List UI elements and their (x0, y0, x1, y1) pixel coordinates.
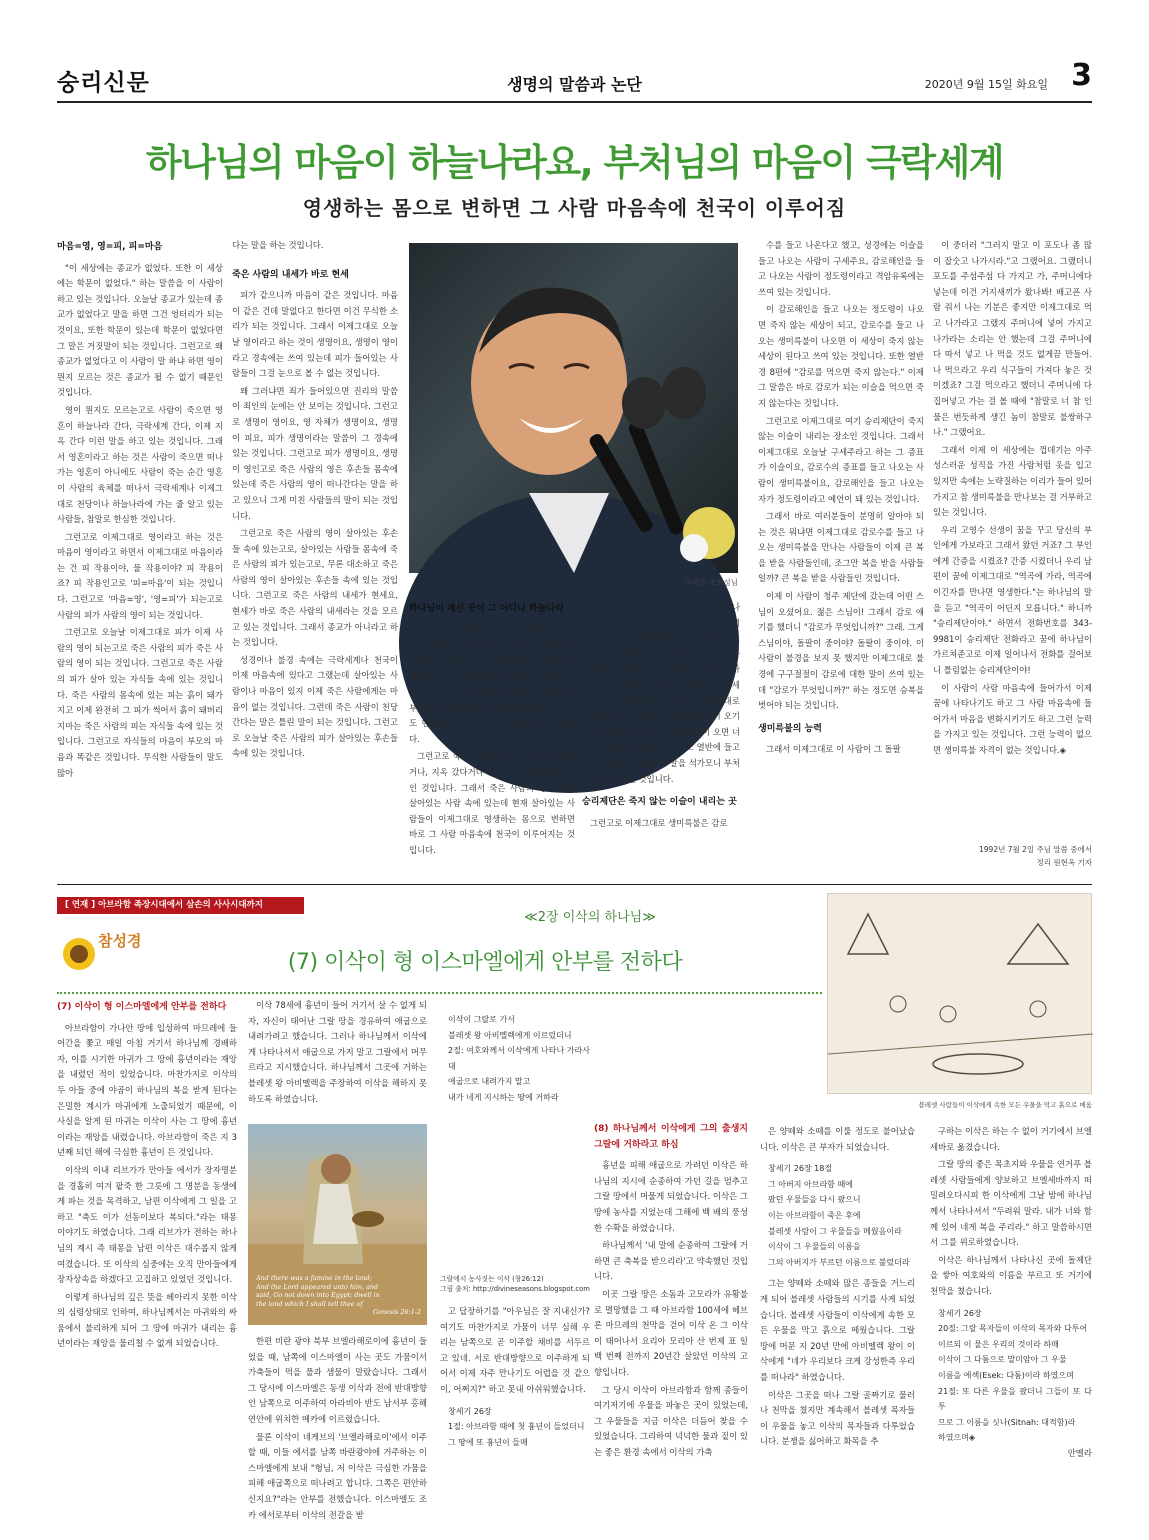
verse-line: 내가 네게 지시하는 땅에 거하라 (448, 1092, 559, 1102)
masthead-rule (57, 101, 1092, 103)
serial-column-6 (930, 1124, 1092, 1474)
paragraph: 이삭의 이내 리브가가 만아들 에서가 장자명분을 경홀히 여겨 팥죽 한 그릇에 그 명분을 동생에게 파는 것을 목격하고, 남편 이삭에게 그 일을 고하고 "축도 이가 선동이보다 복되다."라는 태몽 이야기도 하였습니다. 그래 리브가가 전하는 하나님의 계시 즉 태몽을 남편 이삭은 대수롭지 않게 여겼습니다. 또 이삭의 심중에는 오직 만아들에게 장자상속을 하겠다고 고집하고 있었던 것입니다. (57, 1164, 237, 1285)
article-column-4 (582, 600, 740, 870)
column-heading: (8) 하나님께서 이삭에게 그의 출생지 그랄에 거하라고 하심 (594, 1124, 748, 1150)
verse-line: 그 땅에 또 흉년이 들매 (448, 1437, 528, 1447)
etching-caption: 블레셋 사람들이 이삭에게 속한 모든 우물을 막고 흙으로 메움 (918, 1101, 1092, 1109)
verse-heading: 창세기 26장 (938, 1308, 982, 1318)
painting-isaac-farming (248, 1124, 427, 1325)
series-title: 참성경 (98, 932, 142, 950)
article-column-3 (409, 600, 575, 870)
painting-line: And the Lord appeared unto him, and (256, 1282, 379, 1291)
verse-line: 이삭이 그랄로 가서 (448, 1015, 515, 1024)
paragraph: 왜 그러냐면 죄가 들어있으면 진리의 말씀이 죄인의 눈에는 안 보이는 것입니다. 그런고로 생명이 영이요, 영 자체가 생명이요, 생명이 피요, 피가 생명이라는 말씀이 그 경속에 있는 것입니다. 그런고로 피가 생명이요, 생명이 영인고로 죽은 사람의 영은 후손들 몸속에 있는데 죽은 사람의 영이 떠나간다는 말을 하고 있으니 그게 미친 사람들의 말이 되는 것입니다. (232, 385, 398, 521)
article-column-6 (933, 238, 1092, 838)
section-title: 생명의 말씀과 논단 (507, 75, 642, 94)
caption-source: 그림 출처: http://divineseasons.blogspot.com (440, 1285, 590, 1293)
serial-column-5 (760, 1124, 915, 1474)
paragraph: 그랄 땅의 좋은 목초지와 우물을 연거푸 블레셋 사람들에게 양보하고 브엘세바까지 떠밀려오다시피 한 이삭에게 그날 밤에 하나님께서 나타나셔서 "두려워 말라. 내가 너와 함께 있어 네게 복을 주리라." 하고 말씀하시면서 그를 위로하였습니다. (930, 1159, 1092, 1248)
paragraph: 아브라함이 가나안 땅에 입성하여 마므레에 들어간을 쫓고 매일 아침 거기서 하나님께 경배하자, 이를 시기한 마귀가 그 땅에 흉년이라는 재앙을 내렸던 적이 있었습니다. 마찬가지로 이삭의 두 아들 중에 야곱이 하나님의 복을 받게 된다는 은밀한 계시가 마귀에게 노출되었기 때문에, 이 사실을 알게 된 마귀는 이삭이 사는 그 땅에 흉년이라는 재앙을 내렸습니다. 아브라함이 죽은 지 3년째 되던 해에 극심한 흉년이 든 것입니다. (57, 1022, 237, 1158)
paragraph: 그런고로 이제그대로 생미륵불은 감로 (590, 817, 728, 828)
paragraph: "이 세상에는 종교가 없었다. 또한 이 세상에는 학문이 없었다." 하는 말씀을 이 사람이 하고 있는 것입니다. 오늘날 종교가 있는데 종교가 없었다고 말을 하면 그건 엉터리가 되는 것이요, 또한 학문이 있는데 학문이 없었다면 그 말은 거짓말이 되는 것입니다. 그런고로 왜 종교가 없었다고 이 사람이 말 하냐 하면 영이 뭔지 모르는 것은 종교가 될 수 없기 때문인 것입니다. (57, 262, 223, 398)
serial-column-3-bottom (440, 1304, 590, 1474)
paragraph: 그런고로 오늘날 이제그대로 피가 이제 사람의 영이 되는고로 죽은 사람의 피가 죽은 사람의 영이 되는 것입니다. 그런고로 죽은 사람의 피가 살아 있는 자식들 속에 있는 것입니다. 죽은 사람의 몸속에 있는 피는 흙이 돼가지고 이제 완전히 그 피가 썩어서 흙이 돼버리지마는 죽은 사람의 피는 자식들 속에 있는 것입니다. 그런고로 자식들의 마음이 부모의 마음과 똑같은 것입니다. 무식한 사람들이 말도 많아 (57, 627, 223, 778)
paragraph: 그런고로 이제그대로 영이라고 하는 것은 마음이 영이라고 하면서 이제그대로 마음이라는 건 피 작용이야, 물 작용이야? 피 작용이죠? 피 작용인고로 '피=마음'이 되는 것입니다. 그런고로 '마음=영', '영=피'가 되는고로 사람의 피가 사람의 영이 되는 것입니다. (57, 531, 223, 620)
paragraph: "하나님이 계신 곳이 그 어디나 하늘나라" "부처님이 계신 곳이 그 어디나 극락세계" 그런고로 극락세계가 바로 부처님이 있는 곳이 극락세계요, 하나님이 계신 곳이 하늘나라인 것입니다. 그런고로 하나님의 마음이 하늘나라요, 부처님의 마음이 극락세계가 되는 것입니다. 그런고로 이제그대로 부처님이 되는 석가모니가 생미륵불이 오기를 기다렸던 것입니다. "생미륵불이 오면 너도 그 생미륵불 한테 가야 나도 열반에 들고 너도 도통할 수 있다"는 말을 석가모니 부처님이 말을 했던 것입니다. (582, 602, 740, 784)
subheadline: 영생하는 몸으로 변하면 그 사람 마음속에 천국이 이루어짐 (302, 196, 847, 220)
article-byline (933, 843, 1092, 869)
headline: 하나님의 마음이 하늘나라요, 부처님의 마음이 극락세계 (145, 141, 1004, 184)
verse-line: 팠던 우물들을 다시 팠으니 (768, 1195, 861, 1205)
paragraph: 이삭 78세에 흉년이 들어 거기서 살 수 없게 되자, 자신이 태어난 그랄 땅을 경유하여 애굽으로 내려가려고 했습니다. 그러나 하나님께서 이삭에게 나타나셔서 애굽으로 가지 말고 그랄에서 머무르라고 지시했습니다. 하나님께서 그곳에 거하는 블레셋 왕 아비멜렉을 주장하여 이삭을 해하지 못하도록 하였습니다. (248, 1000, 427, 1104)
paragraph: 그래서 이제 이 세상에는 껍데기는 아주 성스러운 성직을 가진 사람처럼 옷을 입고 있지만 속에는 노략질하는 이리가 들어 있어가지고 참 생미륵불을 만나보는 걸 거부하고 있는 것입니다. (933, 444, 1092, 518)
paragraph: 하나님께서 '내 말에 순종하여 그랄에 거하면 큰 축복을 받으리라'고 약속했던 것입니다. (594, 1240, 748, 1282)
paragraph: 피가 같으니까 마음이 같은 것입니다. 마음이 같은 건데 말없다고 한다면 이건 무식한 소리가 되는 것입니다. 그래서 이제그대로 오늘날 영이라고 하는 것이 생명이요, 생명이 영이라고 경속에는 쓰여 있는데 피가 들어있는 사람들이 그걸 눈으로 볼 수 없는 것입니다. (232, 290, 398, 379)
paragraph: 이삭은 하나님께서 나타나신 곳에 돌제단을 쌓아 여호와의 이름을 부르고 또 거기에 천막을 쳤습니다. (930, 1254, 1092, 1296)
paragraph: 은 양떼와 소떼를 이룰 정도로 불어났습니다. 이삭은 큰 부자가 되었습니다. (760, 1126, 915, 1152)
paragraph: 수를 들고 나온다고 했고, 성경에는 이슬을 들고 나오는 사람이 구세주요, 감로해인을 들고 나오는 사람이 정도령이라고 격암유록에는 쓰여 있는 것입니다. (758, 240, 924, 297)
verse-line: 2절: 여호와께서 이삭에게 나타나 가라사대 (448, 1046, 590, 1071)
serial-author: 안멜라 (1067, 1447, 1092, 1458)
paragraph: 그런고로 현세에 살고 있는 사람들 속에 어머니, 아버지 영만 있는 게 아니고 할아버지, 할머니 영혼도 있고 증조할아버지·할머니의 영혼도 있고 고조할아버지·할머니 영혼도 있고, 5대 조부, 6대 조부, 10대 조부, 20대 조부, 50대 조부, 100대 조부, 1000대 조부 피도 현재 살고 있는 우리들 속에 있는 것입니다. (409, 624, 575, 744)
chapter-title: ≪2장 이삭의 하나님≫ (524, 910, 656, 925)
paragraph: 고 답장하기를 "아우님은 잘 지내신가? 여기도 마찬가지로 가뭄이 너무 심해 우리는 남쪽으로 곧 이주할 채비를 서두르고 있네. 서로 반대방향으로 이주하게 되어서 이제 자주 만나기도 어렵을 것 같으이, 어쩌지?" 하고 못내 아쉬워했습니다. (440, 1306, 590, 1394)
byline-reporter: 정리 원현옥 기자 (1036, 858, 1092, 867)
paragraph: 흉년을 피해 애굽으로 가려던 이삭은 하나님의 지시에 순종하여 가던 길을 멈추고 그랄 땅에서 머물게 되었습니다. 이삭은 그 땅에 농사를 지었는데 그해에 백 배의 풍성한 수확을 하였습니다. (594, 1160, 748, 1233)
paragraph: 이 감로해인을 들고 나오는 정도령이 나오면 죽지 않는 세상이 되고, 감로수를 들고 나오는 생미륵불이 나오면 이 세상이 죽지 않는 세상이 된다고 쓰여 있는 것입니다. 또한 열반경 8편에 "감로를 먹으면 죽지 않는다." 이제 그 말씀은 바로 감로가 되는 이슬을 먹으면 죽지 않는다는 것입니다. (758, 304, 924, 408)
speaker-illustration (409, 243, 738, 573)
painting-line: And there was a famine in the land; (256, 1274, 372, 1282)
painting-caption (440, 1274, 590, 1294)
paragraph: 물론 이삭이 네게브의 '브엘라해로이'에서 이주할 때, 이들 에서를 남쪽 바란광야에 거주하는 이스마엘에게 보내 "형님, 저 이삭은 극심한 가뭄을 피해 애굽쪽으로 떠나려고 합니다. 그쪽은 편안하신지요?"라는 안부를 전했습니다. 이스마엘도 조카 에서로부터 이삭의 전갈을 받 (248, 1431, 427, 1520)
verse-line: 므로 그 이름을 싯나(Sitnah: 대적함)라 (938, 1417, 1076, 1427)
verse-line: 이삭이 그 다툼으로 말미암아 그 우물 (938, 1355, 1067, 1365)
serial-headline: (7) 이삭이 형 이스마엘에게 안부를 전하다 (287, 950, 683, 975)
paragraph: 이제 이 사람이 청주 제단에 갔는데 어떤 스님이 오셨어요. 젊은 스님이! 그래서 감로 얘기를 했더니 "감로가 무엇입니까?" 그래. 그게 스님이야, 돌팔이 중이야? 돌팔이 중이야. 이 사람이 불경을 보지 못 했지만 이제그대로 불경에 구구절절이 감로에 대한 말이 쓰여 있는데 "감로가 무엇입니까?" 하는 정도면 승복을 벗어야 되는 것입니다. (758, 591, 924, 711)
section-divider (57, 884, 1092, 885)
verse-heading: 창세기 26장 18절 (768, 1164, 833, 1174)
verse-line: 이름을 에섹(Esek: 다툼)이라 하였으며 (938, 1370, 1074, 1380)
article-column-1 (57, 238, 223, 868)
paragraph: 성경이나 불경 속에는 극락세계나 천국이 이제 마음속에 있다고 그랬는데 살아있는 사람이나 마음이 있지 이제 죽은 사람에게는 마음이 없는 것입니다. 그런데 죽은 사람이 천당 간다는 말은 틀린 말이 되는 것입니다. 그런고로 오늘날 죽은 사람의 피가 살아있는 후손들 속에 있는 것입니다. (232, 654, 398, 759)
verse-line: 그의 아버지가 부르던 이름으로 불렀더라 (768, 1257, 910, 1267)
verse-line: 21절: 또 다른 우물을 팠더니 그들이 또 다투 (938, 1386, 1092, 1412)
etching-illustration (828, 894, 1093, 1095)
newspaper-logo: 숭리신문 (57, 70, 150, 96)
column-heading: 죽은 사람의 내세가 바로 현세 (232, 269, 349, 280)
serial-column-2-bottom (248, 1334, 427, 1520)
verse-heading: 창세기 26장 (448, 1406, 492, 1416)
verse-line: 하였으며◈ (938, 1433, 976, 1443)
photo-caption: 구세주 조희성님 (684, 578, 738, 587)
verse-line: 이르되 이 물은 우리의 것이라 하매 (938, 1339, 1059, 1349)
verse-line: 1절: 아브라함 때에 첫 흉년이 들었더니 (448, 1422, 585, 1432)
paragraph: 이 중더러 "그러지 말고 이 포도나 좀 많이 잡숫고 나가시라."고 그랬어요. 그랬더니 포도를 주섬주섬 다 가지고 가, 주머니에다 넣는데 이건 거지새끼가 왔나봐! 배고픈 사람 줘서 나는 기분은 좋지만 이제그대로 먹고 나가라고 그랬지 주머니에 넣어 가지고 나가라는 소리는 안 했는데 그걸 주머니에 다 따서 넣고 나 먹을 것도 없게끔 만들어. 나 먹으라고 우리 식구들이 가져다 놓은 것이겠죠? 그걸 먹으라고 했더니 주머니에 다 집어넣고 가는 걸 볼 때에 "참말로 너 참 인물은 번듯하게 생긴 놈이 참말로 불쌍하구나." 그랬어요. (933, 240, 1092, 438)
column-heading: 하나님이 계신 곳이 그 어디나 하늘나라 (409, 604, 564, 614)
serial-column-3 (440, 1012, 590, 1272)
page-number: 3 (1071, 58, 1092, 93)
paragraph: 구하는 이삭은 하는 수 없이 거기에서 브엘세바로 옮겼습니다. (930, 1126, 1092, 1152)
byline-source: 1992년 7월 2일 주님 말씀 중에서 (979, 845, 1092, 854)
verse-line: 이삭이 그 우물들의 이름을 (768, 1242, 861, 1252)
verse-line: 20절: 그랄 목자들이 이삭의 목자와 다투어 (938, 1324, 1088, 1334)
paragraph: 그런고로 죽은 사람의 영이 살아있는 후손들 속에 있는고로, 살아있는 사람들 몸속에 죽은 사람의 피가 있는고로, 무론 대소하고 죽은 사람의 영이 살아있는 후손들 속에 있는 것입니다. 그런고로 죽은 사람의 내세가 현세요, 현세가 바로 죽은 사람의 내세라는 것을 모르고 있는 것입니다. 그래서 종교가 아니라고 하는 것입니다. (232, 528, 398, 648)
painting-line: said, Go not down into Egypt; dwell in (256, 1291, 380, 1300)
verse-line: 그 아버지 아브라함 때에 (768, 1179, 853, 1189)
serial-banner: [ 연재 ] 아브라함 족장시대에서 삼손의 사사시대까지 (57, 897, 304, 914)
serial-column-4 (594, 1120, 748, 1470)
column-heading: 승리제단은 죽지 않는 이슬이 내리는 곳 (582, 797, 737, 808)
paragraph: 우리 고영수 선생이 꿈을 꾸고 당신의 부인에게 가보라고 그래서 왔던 거죠? 그 부인에게 간증을 시켰죠? 간증 시켰더니 우리 남편이 꿈에 이제그대로 "역곡에 가라, 역곡에 이긴자를 만나면 영생한다."는 하나님의 말을 듣고 "역곡이 어딘지 모릅니다." 하니까 "승리제단이야." 하면서 전화번호를 343-9981이 승리제단 전화라고 꿈에 하나님이 가르쳐준고로 이제 일어나서 전화를 걸어보니 틀림없는 승리제단이야! (933, 524, 1092, 676)
paragraph: 그래서 바로 여러분들이 분명히 알아야 되는 것은 뭐냐면 이제그대로 감로수를 들고 나오는 생미륵불을 만나는 사람들이 이제 큰 복을 받을 사람들인데, 조그만 복을 받을 사람들일까? 큰 복을 받을 사람들인 것입니다. (758, 511, 924, 584)
speaker-photo (409, 243, 738, 573)
serial-rule (57, 992, 822, 994)
paragraph: 한편 비란 광야 북부 브엘라해로이에 흉년이 들었을 때, 남쪽에 이스마엘이 사는 곳도 가뭄이서 가축들이 먹을 풀과 샘물이 말랐습니다. 그래서 그 당시에 이스마엘은 동생 이삭과 전에 반대방향인 남쪽으로 이주하여 아라비아 반도 남서부 홍해연안에 위치한 메카에 이르렀습니다. (248, 1336, 427, 1424)
column-heading: 생미륵불의 능력 (758, 723, 822, 734)
paragraph: 이렇게 하나님의 깊은 뜻을 헤아리지 못한 이삭의 심령상태로 인하여, 하나님께서는 마귀와의 싸움에서 불리하게 되어 그 땅에 마귀가 내리는 흉년이라는 재앙을 물리칠 수 없게 되었습니다. (57, 1291, 237, 1349)
serial-column-1 (57, 998, 237, 1468)
paragraph: 그는 양떼와 소떼와 많은 종들을 거느리게 되어 블레셋 사람들의 시기를 사게 되었습니다. 블레셋 사람들이 이삭에게 속한 모든 우물을 막고 흙으로 메웠습니다. 그랄 땅에 머문 지 20년 만에 아비멜렉 왕이 이삭에게 "네가 우리보다 크게 강성한즉 우리를 떠나라" 하였습니다. (760, 1278, 915, 1382)
etching-wells (827, 893, 1092, 1094)
paragraph: 그 당시 이삭이 아브라함과 함께 종들이 여기저기에 우물을 파놓은 곳이 있었는데, 그 우물들을 지금 이삭은 더듬어 찾을 수 있었습니다. 그리하여 넉넉한 물과 짙이 있는 좋은 환경 속에서 이삭의 가축 (594, 1384, 748, 1457)
article-column-2 (232, 238, 398, 868)
painting-line: Genesis 26:1-2 (373, 1308, 421, 1317)
paragraph: 이삭은 그곳을 떠나 그랄 골짜기로 물러나 천막을 쳤지만 계속해서 블레셋 목자들이 우물을 놓고 이삭의 목자들과 다투었습니다. 분쟁을 싫어하고 화목을 추 (760, 1389, 915, 1447)
issue-date: 2020년 9월 15일 화요일 (924, 78, 1048, 91)
column-heading: 마음=영, 영=피, 피=마음 (57, 242, 163, 252)
paragraph: 이곳 그랄 땅은 소돔과 고모라가 유황불로 멸망했을 그 때 아브라함 100세에 헤브론 마므레의 천막을 걷어 이삭 온 그 이삭이 태어나서 요리아 모리아 산 번제 표 일 백 번째 전까지 20년간 살았던 이삭의 고향입니다. (594, 1288, 748, 1377)
paragraph: 그런고로 죽은 사람의 영이 지금 천당 갔다거나, 지옥 갔다거나 하는 것은 전부 틀린 말인 것입니다. 그래서 죽은 사람의 영이 현재 살아있는 사람 속에 있는데 현재 살아있는 사람들이 이제그대로 영생하는 몸으로 변하면 바로 그 사람 마음속에 천국이 이루어지는 것입니다. (409, 751, 575, 855)
verse-line: 애굽으로 내려가지 말고 (448, 1077, 531, 1087)
paragraph: 영이 뭔지도 모르는고로 사람이 죽으면 영혼이 하늘나라 간다, 극락세계 간다, 이제 지옥 간다 이런 말을 하고 있는 것입니다. 그래서 영혼이라고 하는 것은 사람이 죽으면 떠나가는 영혼이 아니에도 사람이 죽는 순간 영혼이 사람의 육체를 떠나서 극락세계나 이제그대로 천당이나 하늘나라에 가는 줄 알고 있는 사람들, 참말로 한심한 것입니다. (57, 404, 223, 525)
painting-line: the land which I shall tell thee of (256, 1299, 363, 1308)
verse-line: 이는 아브라함이 죽은 후에 (768, 1210, 861, 1220)
serial-column-2-top (248, 998, 427, 1118)
paragraph: 그런고로 이제그대로 여기 승리제단이 죽지 않는 이슬이 내리는 장소인 것입니다. 그래서 이제그대로 오늘날 구세주라고 하는 그 증표가 이슬이요, 감로수의 증표를 들고 나오는 사람이 생미륵불이요, 감로해인을 들고 나오는 자가 정도령이라고 예언이 돼 있는 것입니다. (758, 415, 924, 504)
caption-line: 그랄에서 농사짓는 이삭 (창26:12) (440, 1275, 544, 1283)
verse-line: 블레셋 사람이 그 우물들을 메웠음이라 (768, 1226, 902, 1236)
paragraph: 그래서 이제그대로 이 사람이 그 돌팔 (766, 744, 901, 755)
painting-overlay-text (256, 1274, 421, 1317)
verse-line: 블레셋 왕 아비멜렉에게 이르렀더니 (448, 1030, 572, 1040)
paragraph-continued: 다는 말을 하는 것입니다. (232, 240, 324, 250)
article-column-5 (758, 238, 924, 868)
column-heading: (7) 이삭이 형 이스마엘에게 안부를 전하다 (57, 1002, 227, 1012)
masthead (57, 58, 1092, 100)
paragraph: 이 사람이 사람 마음속에 들어가서 이제 꿈에 나타나기도 하고 그 사람 마음속에 들어가서 마음을 변화시키기도 하고 그런 능력을 가지고 있는 것입니다. 그런 능력이 없으면 생미륵불 자격이 없는 것입니다.◈ (933, 682, 1092, 755)
